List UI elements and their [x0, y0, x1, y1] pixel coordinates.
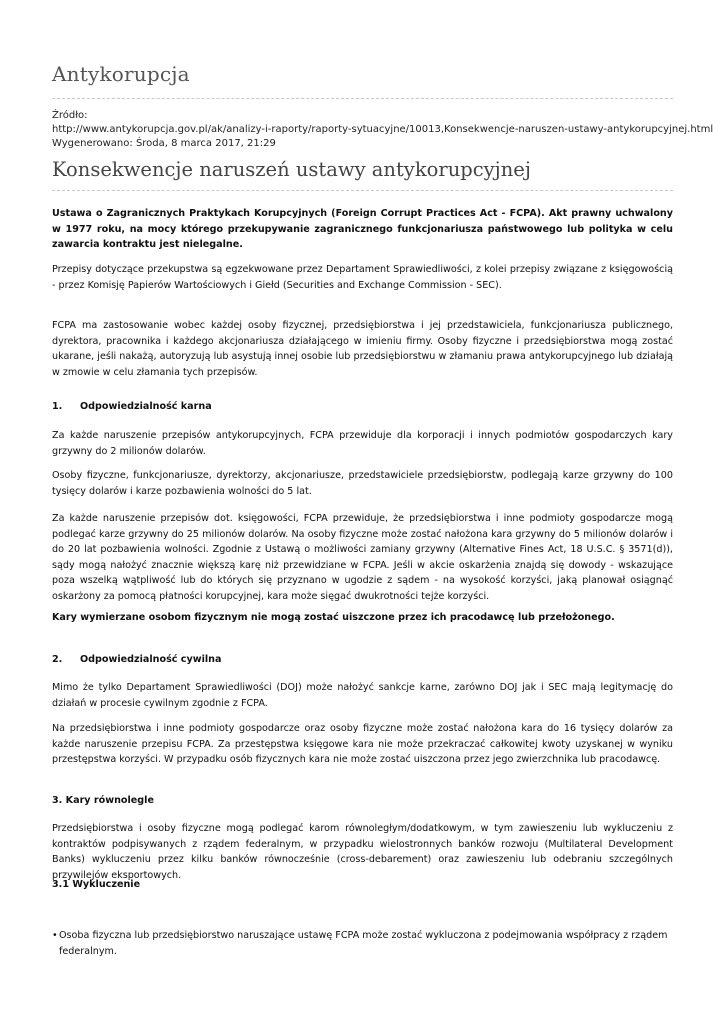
civil-paragraph-2: Na przedsiębiorstwa i inne podmioty gospodarcze oraz osoby fizyczne może zostać nałożona kara do 16 tysięcy dolarów za każde naruszenie przepisu FCPA. Za przestępstwa księgowe kara nie może przekraczać całkowitej kwoty uzyskanej w wyniku przestępstwa korzyści. W przypadku osób fizycznych kara nie może zostać uiszczona przez jego zwierzchnika lub pracodawcę.: [52, 723, 673, 765]
bullet-icon: •: [52, 930, 58, 941]
list-item-text: Osoba fizyczna lub przedsiębiorstwo naruszające ustawę FCPA może zostać wykluczona z podejmowania współpracy z rządem federalnym.: [59, 930, 668, 957]
divider: [52, 190, 673, 191]
section-number: 2.: [52, 654, 63, 665]
site-title: Antykorupcja: [52, 62, 190, 86]
criminal-paragraph-1: Za każde naruszenie przepisów antykorupcyjnych, FCPA przewiduje dla korporacji i innych podmiotów gospodarczych kary grzywny do 2 milionów dolarów.: [52, 430, 673, 457]
generated-date: Wygenerowano: Środa, 8 marca 2017, 21:29: [52, 138, 276, 149]
parallel-paragraph: Przedsiębiorstwa i osoby fizyczne mogą podlegać karom równoległym/dodatkowym, w tym zawieszeniu lub wykluczeniu z kontraktów podpisywanych z rządem federalnym, w przypadku wielostronnych banków rozwoju (Multilateral Development Banks) wykluczeniu przez kilku banków równocześnie (cross-debarement) oraz zawieszeniu lub odebraniu szczególnych przywilejów eksportowych.: [52, 823, 673, 881]
enforcement-paragraph: Przepisy dotyczące przekupstwa są egzekwowane przez Departament Sprawiedliwości, z kolei przepisy związane z księgowością - przez Komisję Papierów Wartościowych i Giełd (Securities and Exchange Commission - SEC).: [52, 264, 673, 291]
section-number: 1.: [52, 401, 63, 412]
intro-paragraph: Ustawa o Zagranicznych Praktykach Korupcyjnych (Foreign Corrupt Practices Act - FCPA). Akt prawny uchwalony w 1977 roku, na mocy którego przekupywanie zagranicznego funkcjonariusza państwowego lub polityka w celu zawarcia kontraktu jest nielegalne.: [52, 208, 673, 250]
criminal-paragraph-3: Za każde naruszenie przepisów dot. księgowości, FCPA przewiduje, że przedsiębiorstwa i inne podmioty gospodarcze mogą podlegać karze grzywny do 25 milionów dolarów. Na osoby fizyczne może zostać nałożona kara grzywny do 5 milionów dolarów i do 20 lat pozbawienia wolności. Zgodnie z Ustawą o możliwości zamiany grzywny (Alternative Fines Act, 18 U.S.C. § 3571(d)), sądy mogą nałożyć znacznie większą karę niż przewidziane w FCPA. Jeśli w akcie oskarżenia znajdą się dowody - wskazujące poza wszelką wątpliwość lub do których się przyznano w ugodzie z sądem - na wysokość korzyści, jaką planował osiągnąć oskarżony za pomocą płatności korupcyjnej, kara może sięgać dwukrotności tejże korzyści.: [52, 513, 673, 602]
section-3-1-heading: 3.1 Wykluczenie: [52, 879, 141, 890]
criminal-bold-note: Kary wymierzane osobom fizycznym nie mogą zostać uiszczone przez ich pracodawcę lub przełożonego.: [52, 612, 615, 623]
list-item: [52, 928, 673, 959]
section-title: Odpowiedzialność karna: [80, 401, 212, 412]
section-3-heading: 3. Kary równolegle: [52, 795, 154, 806]
section-2-heading: [52, 654, 222, 665]
criminal-paragraph-2: Osoby fizyczne, funkcjonariusze, dyrektorzy, akcjonariusze, przedstawiciele przedsiębiorstw, podlegają karze grzywny do 100 tysięcy dolarów i karze pozbawienia wolności do 5 lat.: [52, 470, 673, 497]
source-meta: [52, 109, 713, 151]
document-title: Konsekwencje naruszeń ustawy antykorupcyjnej: [52, 158, 531, 181]
source-url[interactable]: http://www.antykorupcja.gov.pl/ak/analizy-i-raporty/raporty-sytuacyjne/10013,Konsekwencje-naruszen-ustawy-antykorupcyjnej.html: [52, 124, 714, 135]
section-1-heading: [52, 401, 212, 412]
source-label: Źródło:: [52, 110, 88, 121]
divider: [52, 98, 673, 99]
section-title: Odpowiedzialność cywilna: [80, 654, 222, 665]
civil-paragraph-1: Mimo że tylko Departament Sprawiedliwości (DOJ) może nałożyć sankcje karne, zarówno DOJ jak i SEC mają legitymację do działań w procesie cywilnym zgodnie z FCPA.: [52, 682, 673, 709]
scope-paragraph: FCPA ma zastosowanie wobec każdej osoby fizycznej, przedsiębiorstwa i jej przedstawiciela, funkcjonariusza publicznego, dyrektora, pracownika i każdego akcjonariusza działającego w imieniu firmy. Osoby fizyczne i przedsiębiorstwa mogą zostać ukarane, jeśli nakażą, autoryzują lub asystują innej osobie lub przedsiębiorstwu w złamaniu prawa antykorupcyjnego lub działają w zmowie w celu złamania tych przepisów.: [52, 320, 673, 378]
